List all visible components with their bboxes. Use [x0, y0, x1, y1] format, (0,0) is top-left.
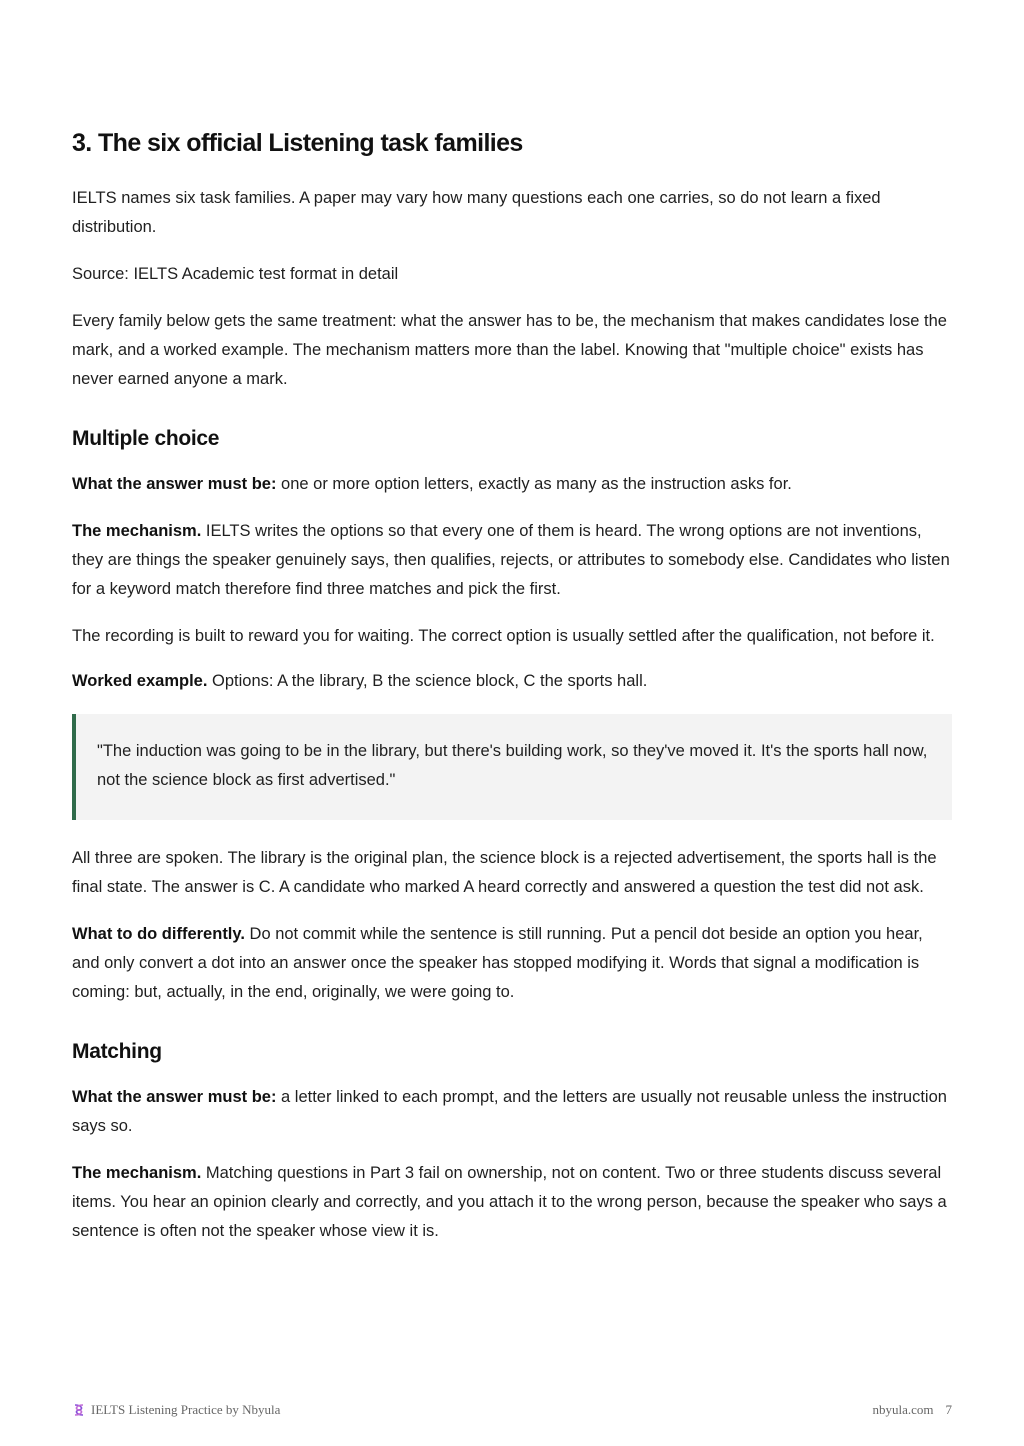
source-line: Source: IELTS Academic test format in detail — [72, 265, 399, 283]
mc-differently-text: Do not commit while the sentence is still running. Put a pencil dot beside an option you hear, and only convert a dot into an answer once the speaker has stopped modifying it. Words that signal a modification is coming: but, actually, in the end, originally, we were going to. — [72, 925, 923, 1001]
mc-analysis-paragraph: All three are spoken. The library is the original plan, the science block is a rejected advertisement, the sports hall is the final state. The answer is C. A candidate who marked A heard correctly and answered a question the test did not ask. — [72, 849, 937, 896]
matching-mechanism-label: The mechanism. — [72, 1164, 202, 1182]
multiple-choice-heading: Multiple choice — [72, 427, 220, 450]
document-page — [72, 124, 952, 1264]
mc-answer-text: one or more option letters, exactly as many as the instruction asks for. — [276, 475, 792, 493]
mc-mechanism-paragraph — [72, 517, 952, 604]
example-blockquote — [72, 714, 952, 820]
footer-right — [872, 1402, 952, 1418]
intro-treatment-paragraph: Every family below gets the same treatment: what the answer has to be, the mechanism that makes candidates lose the mark, and a worked example. The mechanism matters more than the label. Knowing that "multiple choice" exists has never earned anyone a mark. — [72, 312, 947, 388]
footer-brand — [72, 1402, 280, 1418]
mc-example-text: Options: A the library, B the science block, C the sports hall. — [207, 672, 648, 690]
matching-heading: Matching — [72, 1040, 162, 1063]
matching-answer-text: a letter linked to each prompt, and the letters are usually not reusable unless the instruction says so. — [72, 1088, 947, 1135]
page-footer — [72, 1402, 952, 1422]
mc-recording-paragraph: The recording is built to reward you for waiting. The correct option is usually settled after the qualification, not before it. — [72, 627, 935, 645]
mc-differently-label: What to do differently. — [72, 925, 245, 943]
page-number: 7 — [945, 1402, 952, 1417]
mc-answer-label: What the answer must be: — [72, 475, 277, 493]
matching-answer-label: What the answer must be: — [72, 1088, 277, 1106]
mc-example-paragraph — [72, 667, 952, 696]
matching-answer-paragraph — [72, 1083, 952, 1141]
matching-mechanism-paragraph — [72, 1159, 952, 1246]
mc-mechanism-label: The mechanism. — [72, 522, 202, 540]
nbyula-logo-icon — [72, 1403, 86, 1417]
mc-mechanism-text: IELTS writes the options so that every one of them is heard. The wrong options are not inventions, they are things the speaker genuinely says, then qualifies, rejects, or attributes to somebody else. Candidates who listen for a keyword match therefore find three matches and pick the first. — [72, 522, 950, 598]
mc-example-label: Worked example. — [72, 672, 208, 690]
matching-mechanism-text: Matching questions in Part 3 fail on ownership, not on content. Two or three students discuss several items. You hear an opinion clearly and correctly, and you attach it to the wrong person, because the speaker who says a sentence is often not the speaker whose view it is. — [72, 1164, 947, 1240]
quote-text: "The induction was going to be in the library, but there's building work, so they've moved it. It's the sports hall now, not the science block as first advertised." — [97, 742, 928, 789]
footer-brand-text: IELTS Listening Practice by Nbyula — [91, 1402, 281, 1417]
mc-answer-paragraph — [72, 470, 952, 499]
section-title: 3. The six official Listening task families — [72, 129, 523, 157]
intro-paragraph: IELTS names six task families. A paper may vary how many questions each one carries, so do not learn a fixed distribution. — [72, 189, 881, 236]
mc-differently-paragraph — [72, 920, 952, 1007]
footer-site-link[interactable]: nbyula.com — [872, 1402, 934, 1417]
